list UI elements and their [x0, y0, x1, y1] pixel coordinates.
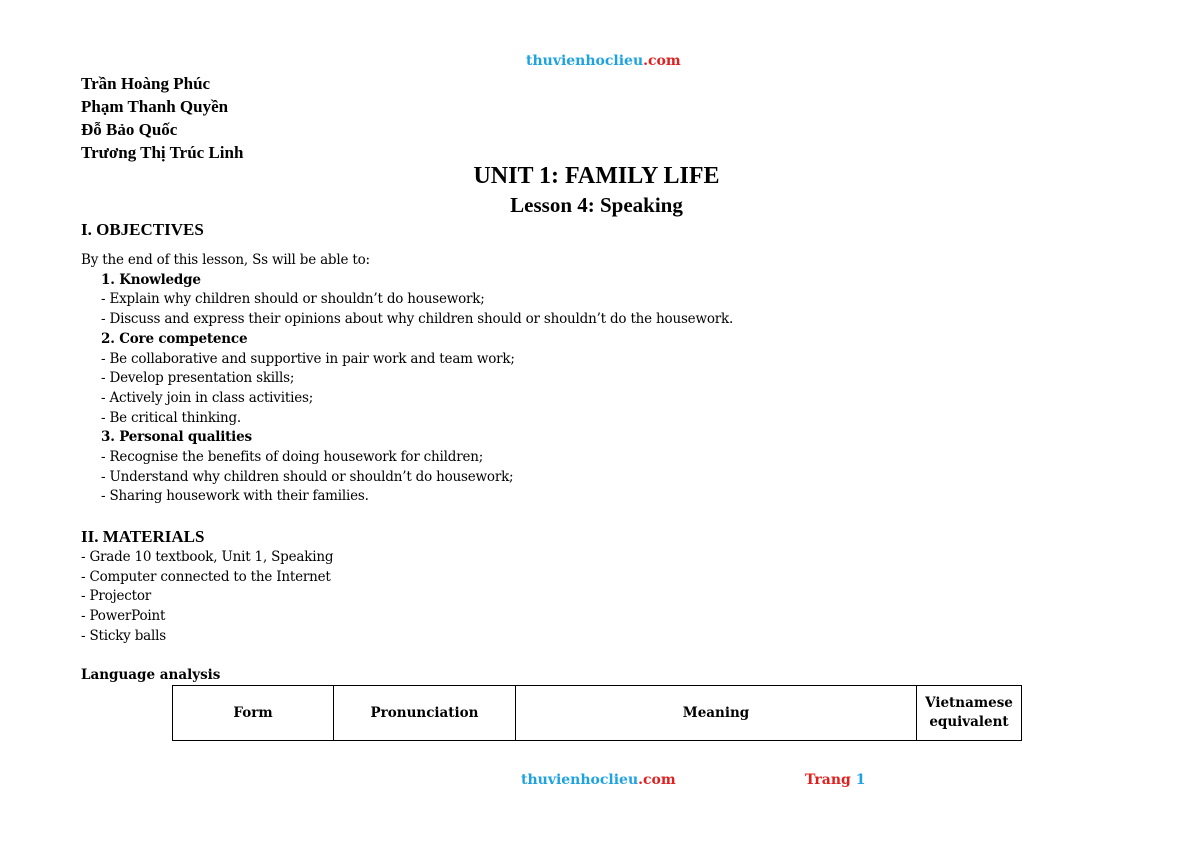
material-item: - Computer connected to the Internet: [81, 568, 331, 585]
footer-website: [521, 772, 676, 788]
objectives-intro: By the end of this lesson, Ss will be able to:: [81, 252, 370, 268]
footer-site-domain: .com: [638, 772, 676, 788]
author-name: Phạm Thanh Quyền: [81, 97, 229, 116]
page-label: Trang: [805, 772, 851, 788]
knowledge-heading: 1. Knowledge: [101, 271, 201, 288]
materials-heading: II. MATERIALS: [81, 527, 205, 546]
core-competence-item: - Be critical thinking.: [101, 409, 242, 426]
author-name: Trương Thị Trúc Linh: [81, 143, 244, 162]
header-site-name: thuvienhoclieu: [526, 53, 644, 69]
column-header-form: Form: [173, 686, 334, 741]
personal-quality-item: - Understand why children should or shouldn’t do housework;: [101, 468, 514, 485]
author-list: [81, 72, 243, 164]
material-item: - Sticky balls: [81, 627, 166, 644]
personal-quality-item: - Sharing housework with their families.: [101, 488, 369, 505]
header-website: [526, 53, 681, 69]
material-item: - Grade 10 textbook, Unit 1, Speaking: [81, 549, 334, 565]
core-competence-heading: 2. Core competence: [101, 330, 248, 347]
language-analysis-table: [172, 685, 1022, 741]
page-number: [805, 772, 865, 788]
knowledge-item: - Explain why children should or shouldn’t do housework;: [101, 291, 485, 308]
unit-title: UNIT 1: FAMILY LIFE: [473, 163, 720, 189]
page-number-value: 1: [855, 772, 866, 788]
core-competence-item: - Be collaborative and supportive in pair work and team work;: [101, 350, 515, 367]
material-item: - PowerPoint: [81, 608, 166, 625]
author-name: Đỗ Bảo Quốc: [81, 120, 178, 139]
personal-qualities-heading: 3. Personal qualities: [101, 429, 252, 446]
objectives-heading: I. OBJECTIVES: [81, 220, 204, 239]
author-name: Trần Hoàng Phúc: [81, 74, 211, 93]
column-header-pronunciation: Pronunciation: [334, 686, 516, 741]
core-competence-item: - Develop presentation skills;: [101, 370, 295, 387]
table-header-row: [173, 686, 1022, 741]
materials-list: [81, 548, 333, 647]
lesson-title: Lesson 4: Speaking: [510, 193, 683, 217]
header-site-domain: .com: [643, 53, 681, 69]
knowledge-item: - Discuss and express their opinions about why children should or shouldn’t do the housework.: [101, 311, 734, 328]
language-analysis-label: Language analysis: [81, 667, 221, 683]
column-header-line: Vietnamese: [925, 695, 1013, 711]
column-header-vietnamese-equivalent: [917, 686, 1022, 741]
material-item: - Projector: [81, 588, 152, 605]
column-header-line: equivalent: [929, 714, 1009, 730]
column-header-meaning: Meaning: [516, 686, 917, 741]
footer-site-name: thuvienhoclieu: [521, 772, 639, 788]
personal-quality-item: - Recognise the benefits of doing housework for children;: [101, 449, 484, 466]
objectives-section: [81, 251, 733, 507]
core-competence-item: - Actively join in class activities;: [101, 389, 314, 406]
